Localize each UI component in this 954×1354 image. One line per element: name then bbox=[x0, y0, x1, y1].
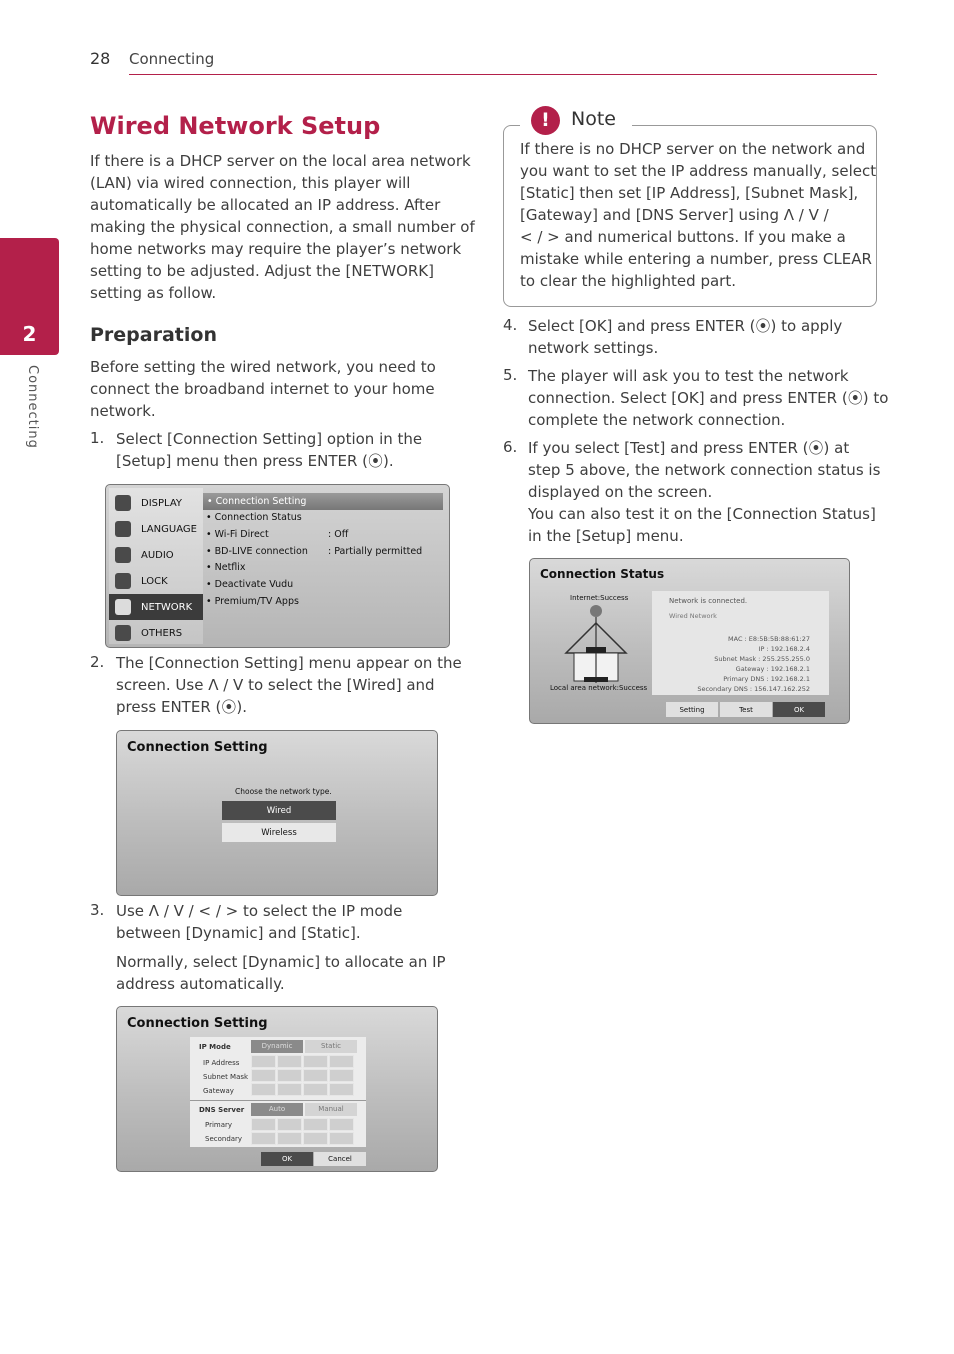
preparation-text: Before setting the wired network, you need to connect the broadband internet to your home network. bbox=[90, 358, 436, 420]
running-head: Connecting bbox=[129, 50, 215, 68]
screen-title: Connection Setting bbox=[127, 740, 268, 755]
secondary-label: Secondary bbox=[205, 1135, 243, 1143]
screen-title: Connection Status bbox=[540, 567, 665, 581]
step-5-number: 5. bbox=[503, 366, 518, 384]
menu-item-others: OTHERS bbox=[109, 620, 203, 646]
step-3-number: 3. bbox=[90, 901, 105, 919]
primary-label: Primary bbox=[205, 1121, 233, 1129]
others-icon bbox=[115, 625, 131, 641]
subnet-mask-label: Subnet Mask bbox=[203, 1073, 249, 1081]
connection-setting-screen bbox=[116, 730, 438, 896]
sub-item-connection-status: • Connection Status bbox=[206, 512, 302, 523]
note-title: Note bbox=[571, 108, 616, 130]
ok-button: OK bbox=[773, 702, 825, 717]
ip-setting-screen bbox=[116, 1006, 438, 1172]
bdlive-value: : Partially permitted bbox=[328, 546, 423, 557]
chapter-number: 2 bbox=[22, 322, 37, 346]
step-3-text: Use Λ / V / < / > to select the IP mode between [Dynamic] and [Static]. bbox=[116, 902, 403, 942]
menu-item-audio: AUDIO bbox=[109, 542, 203, 568]
auto-option: Auto bbox=[251, 1103, 303, 1116]
setup-menu-screen bbox=[105, 484, 450, 648]
intro-paragraph: If there is a DHCP server on the local area network (LAN) via wired connection, this player will automatically be allocated an IP address. After making the physical connection, a small number of home networks may require the player’s network setting to be adjusted. Adjust the [NETWORK] setting as follow. bbox=[90, 152, 475, 302]
ip-address-label: IP Address bbox=[203, 1059, 240, 1067]
wired-option: Wired bbox=[222, 801, 336, 820]
dynamic-option: Dynamic bbox=[251, 1040, 303, 1053]
step-4-text: Select [OK] and press ENTER (⦿) to apply network settings. bbox=[528, 317, 843, 357]
step-4-number: 4. bbox=[503, 316, 518, 334]
sub-item-netflix: • Netflix bbox=[206, 562, 246, 573]
sub-item-vudu: • Deactivate Vudu bbox=[206, 579, 294, 590]
sub-item-bdlive: • BD-LIVE connection bbox=[206, 546, 308, 557]
step-6-text: If you select [Test] and press ENTER (⦿) at step 5 above, the network connection status is displayed on the screen. You can also test it on the [Connection Status] in the [Setup] menu. bbox=[528, 439, 881, 545]
ok-button: OK bbox=[261, 1152, 313, 1166]
sub-item-wifi-direct: • Wi-Fi Direct bbox=[206, 529, 269, 540]
step-3-extra: Normally, select [Dynamic] to allocate an IP address automatically. bbox=[116, 953, 446, 993]
ip-mode-label: IP Mode bbox=[199, 1043, 231, 1051]
page-title: Wired Network Setup bbox=[90, 112, 381, 140]
step-5-text: The player will ask you to test the network connection. Select [OK] and press ENTER (⦿) to complete the network connection. bbox=[528, 367, 889, 429]
step-2-text: The [Connection Setting] menu appear on the screen. Use Λ / V to select the [Wired] and press ENTER (⦿). bbox=[116, 654, 462, 716]
network-info: MAC : E8:5B:5B:88:61:27 IP : 192.168.2.4 Subnet Mask : 255.255.255.0 Gateway : 192.168.2.1 Primary DNS : 192.168.2.1 Secondary DNS : 156.147.162.252 bbox=[697, 635, 810, 693]
static-option: Static bbox=[305, 1040, 357, 1053]
network-type-prompt: Choose the network type. bbox=[235, 787, 332, 796]
lan-status: Local area network:Success bbox=[550, 684, 648, 692]
sub-item-premium: • Premium/TV Apps bbox=[206, 596, 299, 607]
setup-category-list bbox=[109, 488, 203, 644]
preparation-heading: Preparation bbox=[90, 324, 217, 346]
note-text: If there is no DHCP server on the network and you want to set the IP address manually, select [Static] then set [IP Address], [Subnet Mask], [Gateway] and [DNS Server] using Λ / V / < / > and numerical buttons. If you make a mistake while entering a number, press CLEAR to clear the highlighted part. bbox=[520, 140, 877, 290]
gateway-label: Gateway bbox=[203, 1087, 234, 1095]
cancel-button: Cancel bbox=[314, 1152, 366, 1166]
step-1-text: Select [Connection Setting] option in the [Setup] menu then press ENTER (⦿). bbox=[116, 430, 423, 470]
display-icon bbox=[115, 495, 131, 511]
connected-message: Network is connected. bbox=[669, 597, 748, 605]
chapter-label: Connecting bbox=[25, 365, 40, 449]
exclamation-icon: ! bbox=[531, 106, 560, 135]
manual-option: Manual bbox=[305, 1103, 357, 1116]
page-number: 28 bbox=[90, 49, 111, 68]
step-6-number: 6. bbox=[503, 438, 518, 456]
setting-button: Setting bbox=[666, 702, 718, 717]
lock-icon bbox=[115, 573, 131, 589]
language-icon bbox=[115, 521, 131, 537]
step-1-number: 1. bbox=[90, 429, 105, 447]
screen-title: Connection Setting bbox=[127, 1016, 268, 1031]
menu-item-network: NETWORK bbox=[109, 594, 203, 620]
menu-item-lock: LOCK bbox=[109, 568, 203, 594]
wireless-option: Wireless bbox=[222, 823, 336, 842]
test-button: Test bbox=[720, 702, 772, 717]
internet-status: Internet:Success bbox=[570, 594, 629, 602]
house-network-icon bbox=[564, 603, 628, 683]
connection-status-screen bbox=[529, 558, 850, 724]
network-icon bbox=[115, 599, 131, 615]
wifi-direct-value: : Off bbox=[328, 529, 349, 540]
dns-server-label: DNS Server bbox=[199, 1106, 245, 1114]
audio-icon bbox=[115, 547, 131, 563]
wired-network-label: Wired Network bbox=[669, 612, 717, 620]
step-2-number: 2. bbox=[90, 653, 105, 671]
header-rule bbox=[129, 74, 877, 75]
menu-item-language: LANGUAGE bbox=[109, 516, 203, 542]
menu-item-display: DISPLAY bbox=[109, 490, 203, 516]
sub-item-connection-setting: • Connection Setting bbox=[203, 493, 443, 510]
